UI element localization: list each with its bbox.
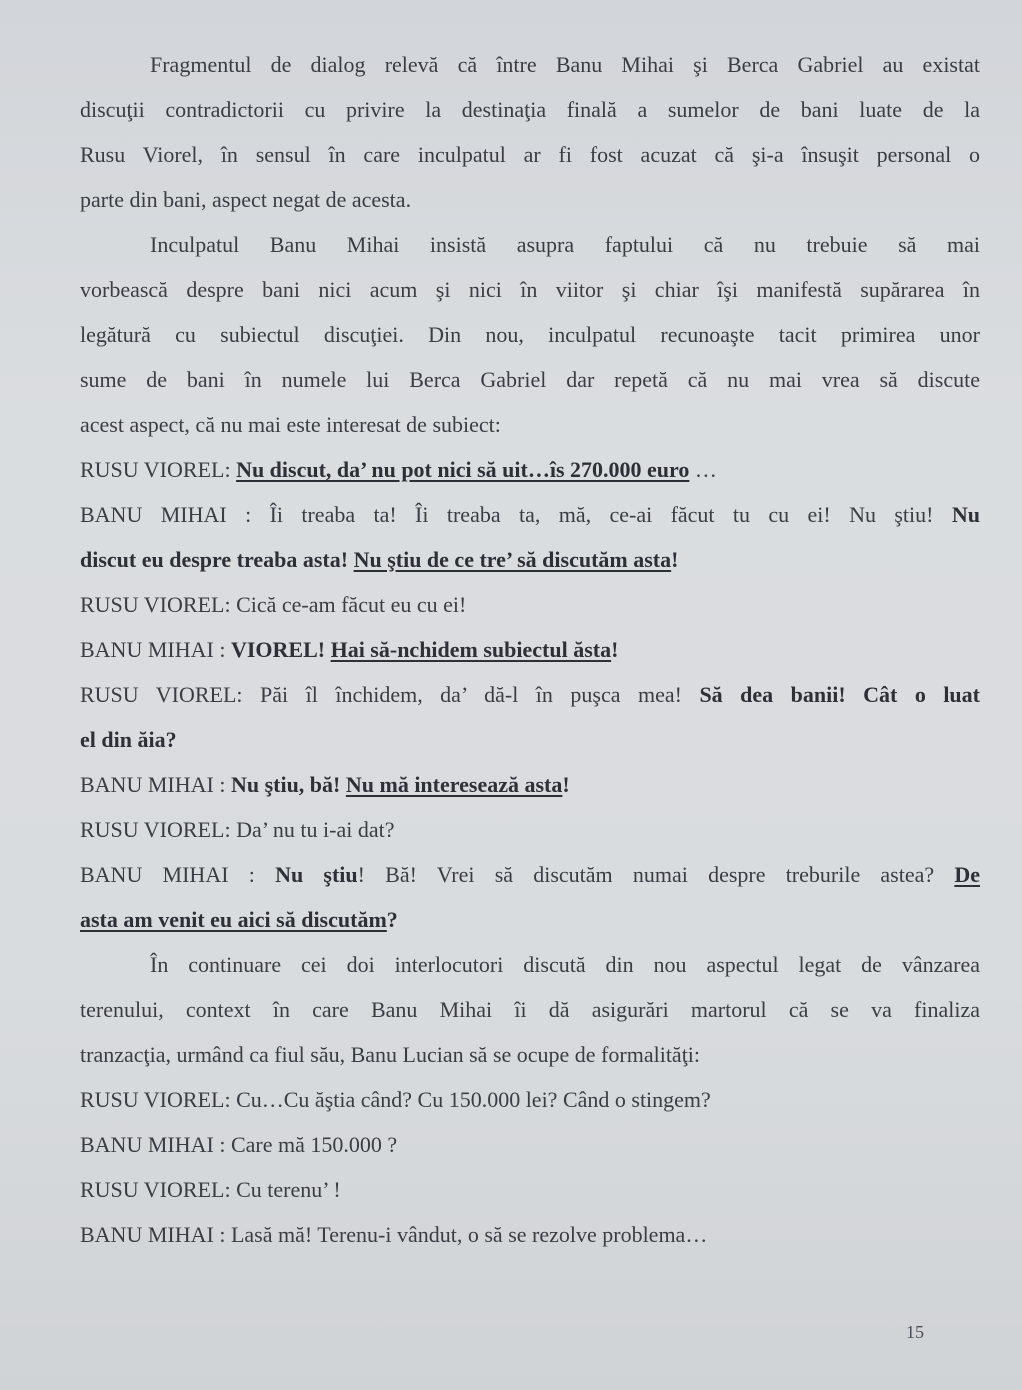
speaker-label: RUSU VIOREL: [80, 682, 261, 707]
speaker-label: RUSU VIOREL: [80, 817, 237, 842]
text-run: Cu…Cu ăştia când? Cu 150.000 lei? Când o stingem? [236, 1087, 711, 1112]
text-run: Lasă mă! Terenu-i vândut, o să se rezolve problema… [230, 1222, 708, 1247]
text-run: legătură cu subiectul discuţiei. Din nou, inculpatul recunoaşte tacit primirea unor [80, 322, 980, 347]
text-run: acest aspect, că nu mai este interesat de subiect: [80, 412, 501, 437]
emphasis-text: Nu ştiu de ce tre’ să discutăm asta [353, 547, 672, 572]
dialog2-line-2 [80, 1122, 980, 1167]
text-run: terenului, context în care Banu Mihai îi dă asigurări martorul că se va finaliza [80, 997, 980, 1022]
text-run: vorbească despre bani nici acum şi nici în viitor şi chiar îşi manifestă supărarea în [80, 277, 980, 302]
text-run: Îi treaba ta! Îi treaba ta, mă, ce-ai făcut tu cu ei! Nu ştiu! [269, 502, 952, 527]
bold-text: Nu ştiu [275, 862, 358, 887]
emphasis-text: asta am venit eu aici să discutăm [80, 907, 387, 932]
page-number: 15 [906, 1322, 924, 1342]
bold-text: discut eu despre treaba asta! [80, 547, 354, 572]
dialog-line-3 [80, 582, 980, 627]
emphasis-text: Nu discut, da’ nu pot nici să uit…îs 270.000 euro [236, 457, 690, 482]
text-run: discuţii contradictorii cu privire la destinaţia finală a sumelor de bani luate de la [80, 97, 980, 122]
paragraph-2-line-3 [80, 312, 980, 357]
text-run: … [689, 457, 717, 482]
emphasis-text: De [954, 862, 980, 887]
speaker-label: BANU MIHAI : [80, 1132, 231, 1157]
dialog-line-7 [80, 807, 980, 852]
text-run: În continuare cei doi interlocutori discută din nou aspectul legat de vânzarea [150, 952, 980, 977]
text-run: Fragmentul de dialog relevă că între Banu Mihai şi Berca Gabriel au existat [150, 52, 980, 77]
emphasis-text: Hai să-nchidem subiectul ăsta [330, 637, 612, 662]
paragraph-1-line-4 [80, 177, 980, 222]
dialog2-line-1 [80, 1077, 980, 1122]
text-run: Cică ce-am făcut eu cu ei! [236, 592, 467, 617]
dialog-line-1 [80, 447, 980, 492]
dialog-line-2-cont [80, 537, 980, 582]
text-run: tranzacţia, urmând ca fiul său, Banu Lucian să se ocupe de formalităţi: [80, 1042, 701, 1067]
document-body [80, 42, 980, 1257]
paragraph-2-line-5 [80, 402, 980, 447]
speaker-label: BANU MIHAI : [80, 772, 231, 797]
dialog-line-5-cont [80, 717, 980, 762]
bold-text: el din ăia? [80, 727, 177, 752]
dialog-line-8-cont [80, 897, 980, 942]
bold-text: Nu ştiu, bă! [230, 772, 346, 797]
dialog-line-8 [80, 852, 980, 897]
paragraph-2-line-1 [80, 222, 980, 267]
text-run: ! Bă! Vrei să discutăm numai despre treburile astea? [357, 862, 955, 887]
text-run: Inculpatul Banu Mihai insistă asupra faptului că nu trebuie să mai [150, 232, 980, 257]
bold-text: ! [671, 547, 679, 572]
speaker-label: RUSU VIOREL: [80, 592, 237, 617]
speaker-label: BANU MIHAI : [80, 862, 276, 887]
dialog2-line-3 [80, 1167, 980, 1212]
text-run: Da’ nu tu i-ai dat? [236, 817, 395, 842]
emphasis-text: Nu mă interesează asta [345, 772, 563, 797]
bold-text: ! [611, 637, 619, 662]
dialog2-line-4 [80, 1212, 980, 1257]
paragraph-2-line-2 [80, 267, 980, 312]
text-run: sume de bani în numele lui Berca Gabriel dar repetă că nu mai vrea să discute [80, 367, 980, 392]
dialog-line-6 [80, 762, 980, 807]
text-run: Rusu Viorel, în sensul în care inculpatul ar fi fost acuzat că şi-a însuşit personal o [80, 142, 980, 167]
bold-text: VIOREL! [230, 637, 331, 662]
dialog-line-2 [80, 492, 980, 537]
speaker-label: BANU MIHAI : [80, 502, 270, 527]
speaker-label: RUSU VIOREL: [80, 1087, 237, 1112]
dialog-line-5 [80, 672, 980, 717]
text-run: Cu terenu’ ! [236, 1177, 341, 1202]
speaker-label: BANU MIHAI : [80, 637, 231, 662]
paragraph-1-line-2 [80, 87, 980, 132]
dialog-line-4 [80, 627, 980, 672]
speaker-label: BANU MIHAI : [80, 1222, 231, 1247]
paragraph-3-line-1 [80, 942, 980, 987]
bold-text: ! [562, 772, 570, 797]
bold-text: Să dea banii! Cât o luat [699, 682, 980, 707]
text-run: Păi îl închidem, da’ dă-l în puşca mea! [260, 682, 700, 707]
bold-text: Nu [951, 502, 980, 527]
bold-text: ? [386, 907, 398, 932]
speaker-label: RUSU VIOREL: [80, 1177, 237, 1202]
paragraph-3-line-2 [80, 987, 980, 1032]
paragraph-3-line-3 [80, 1032, 980, 1077]
paragraph-2-line-4 [80, 357, 980, 402]
text-run: parte din bani, aspect negat de acesta. [80, 187, 412, 212]
paragraph-1-line-1 [80, 42, 980, 87]
paragraph-1-line-3 [80, 132, 980, 177]
text-run: Care mă 150.000 ? [230, 1132, 398, 1157]
speaker-label: RUSU VIOREL: [80, 457, 237, 482]
